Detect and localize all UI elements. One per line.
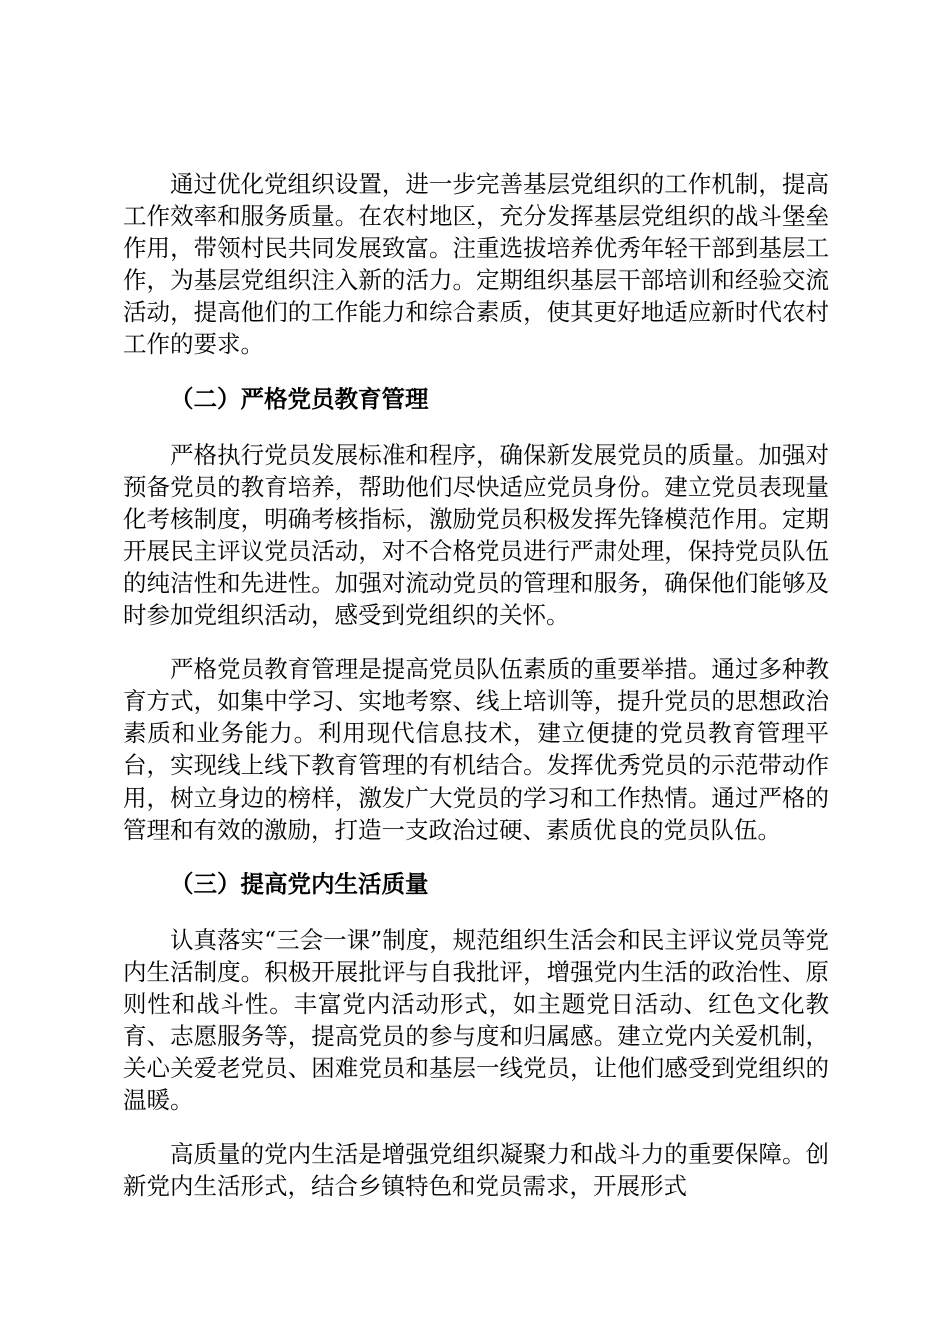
- paragraph-member-education-measures: 严格党员教育管理是提高党员队伍素质的重要举措。通过多种教育方式，如集中学习、实地考察、线上培训等，提升党员的思想政治素质和业务能力。利用现代信息技术，建立便捷的党员教育管理平台，实现线上线下教育管理的有机结合。发挥优秀党员的示范带动作用，树立身边的榜样，激发广大党员的学习和工作热情。通过严格的管理和有效的激励，打造一支政治过硬、素质优良的党员队伍。: [123, 655, 829, 844]
- document-page: [123, 168, 829, 1202]
- paragraph-party-life-system: 认真落实“三会一课”制度，规范组织生活会和民主评议党员等党内生活制度。积极开展批评与自我批评，增强党内生活的政治性、原则性和战斗性。丰富党内活动形式，如主题党日活动、红色文化教育、志愿服务等，提高党员的参与度和归属感。建立党内关爱机制，关心关爱老党员、困难党员和基层一线党员，让他们感受到党组织的温暖。: [123, 925, 829, 1115]
- paragraph-member-development: 严格执行党员发展标准和程序，确保新发展党员的质量。加强对预备党员的教育培养，帮助他们尽快适应党员身份。建立党员表现量化考核制度，明确考核指标，激励党员积极发挥先锋模范作用。定期开展民主评议党员活动，对不合格党员进行严肃处理，保持党员队伍的纯洁性和先进性。加强对流动党员的管理和服务，确保他们能够及时参加党组织活动，感受到党组织的关怀。: [123, 440, 829, 630]
- section-heading-party-member-education: （二）严格党员教育管理: [170, 384, 429, 413]
- section-heading-party-life-quality: （三）提高党内生活质量: [170, 869, 429, 898]
- paragraph-org-setup: 通过优化党组织设置，进一步完善基层党组织的工作机制，提高工作效率和服务质量。在农村地区，充分发挥基层党组织的战斗堡垒作用，带领村民共同发展致富。注重选拔培养优秀年轻干部到基层工作，为基层党组织注入新的活力。定期组织基层干部培训和经验交流活动，提高他们的工作能力和综合素质，使其更好地适应新时代农村工作的要求。: [123, 170, 829, 359]
- paragraph-party-life-importance: 高质量的党内生活是增强党组织凝聚力和战斗力的重要保障。创新党内生活形式，结合乡镇特色和党员需求，开展形式: [123, 1140, 829, 1201]
